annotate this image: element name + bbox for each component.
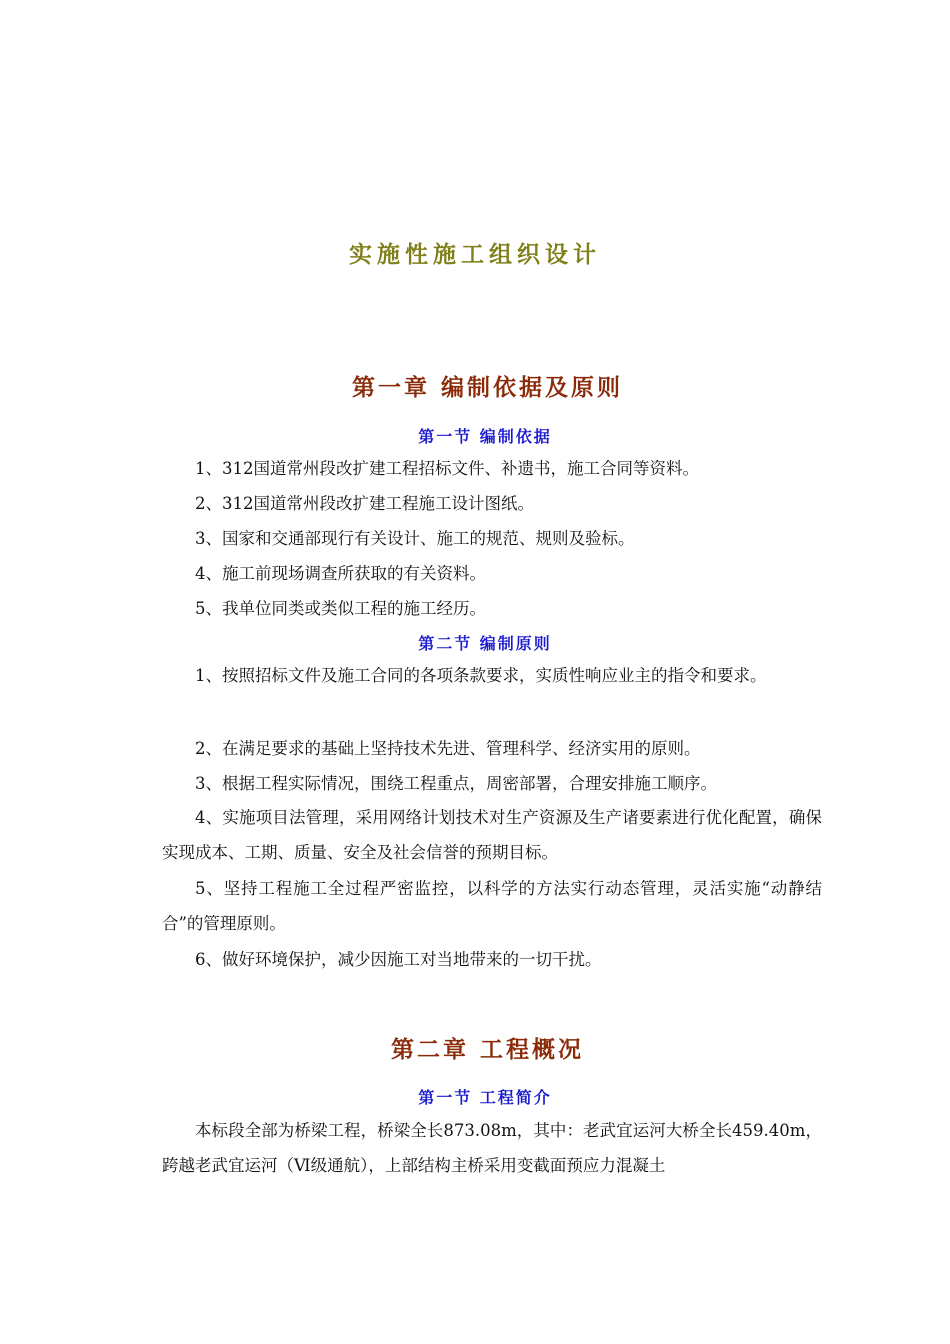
principle-item-4: 4、实施项目法管理，采用网络计划技术对生产资源及生产诸要素进行优化配置，确保实现成本、工期、质量、安全及社会信誉的预期目标。 [162,808,822,862]
basis-item-1: 1、312国道常州段改扩建工程招标文件、补遗书，施工合同等资料。 [195,459,699,478]
principle-item-6: 6、做好环境保护，减少因施工对当地带来的一切干扰。 [195,950,602,969]
principle-item-5: 5、坚持工程施工全过程严密监控，以科学的方法实行动态管理，灵活实施“动静结合”的管理原则。 [162,879,822,933]
principle-item-3: 3、根据工程实际情况，围绕工程重点，周密部署，合理安排施工顺序。 [195,774,717,793]
basis-item-3: 3、国家和交通部现行有关设计、施工的规范、规则及验标。 [195,529,635,548]
basis-item-5: 5、我单位同类或类似工程的施工经历。 [195,599,486,618]
principle-item-1: 1、按照招标文件及施工合同的各项条款要求，实质性响应业主的指令和要求。 [195,666,767,685]
principle-item-2: 2、在满足要求的基础上坚持技术先进、管理科学、经济实用的原则。 [195,739,701,758]
overview-paragraph: 本标段全部为桥梁工程，桥梁全长873.08m，其中：老武宜运河大桥全长459.40m，跨越老武宜运河（Ⅵ级通航），上部结构主桥采用变截面预应力混凝土 [162,1121,822,1175]
chapter-1-section-2-heading: 第二节 编制原则 [418,634,552,653]
chapter-2-heading: 第二章 工程概况 [390,1037,584,1063]
basis-item-4: 4、施工前现场调查所获取的有关资料。 [195,564,486,583]
basis-item-2: 2、312国道常州段改扩建工程施工设计图纸。 [195,494,534,513]
chapter-2-section-1-heading: 第一节 工程简介 [418,1088,552,1107]
chapter-1-heading: 第一章 编制依据及原则 [351,375,623,401]
document-title: 实施性施工组织设计 [349,242,601,268]
chapter-1-section-1-heading: 第一节 编制依据 [418,427,552,446]
